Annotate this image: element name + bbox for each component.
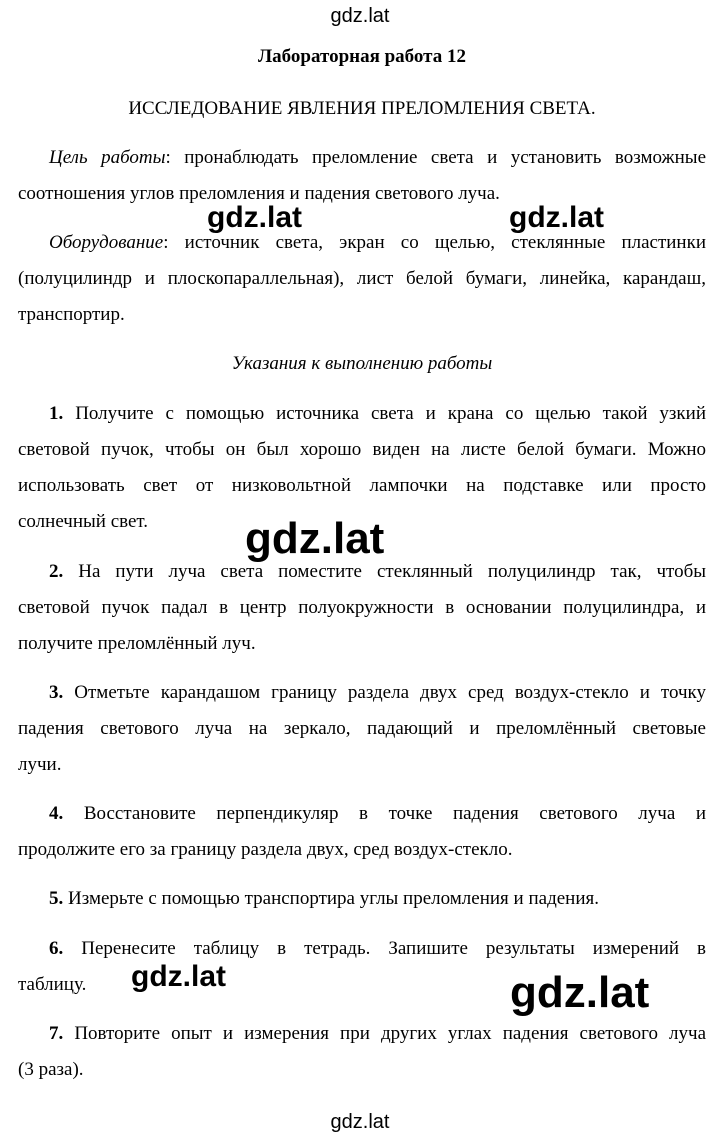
step-1-line-2: световой пучок, чтобы он был хорошо виден на листе белой бумаги. Можно: [18, 439, 706, 460]
step-2-text-1: На пути луча света поместите стеклянный полуцилиндр так, чтобы: [78, 561, 707, 582]
watermark-overlay-2: gdz.lat: [509, 201, 604, 234]
goal-label: Цель работы: [49, 147, 166, 168]
step-7-number: 7.: [49, 1023, 64, 1044]
equipment-line-3: транспортир.: [18, 304, 125, 325]
step-2-number: 2.: [49, 561, 64, 582]
page-subtitle: ИССЛЕДОВАНИЕ ЯВЛЕНИЯ ПРЕЛОМЛЕНИЯ СВЕТА.: [128, 98, 596, 119]
step-2-line-2: световой пучок падал в центр полуокружности в основании полуцилиндра, и: [18, 597, 706, 618]
step-2-line-1: [18, 562, 706, 581]
instructions-heading: Указания к выполнению работы: [231, 353, 493, 374]
equipment-label: Оборудование: [49, 232, 164, 253]
page-title: Лабораторная работа 12: [258, 46, 466, 67]
goal-line-1: [18, 148, 706, 167]
step-1-line-3: использовать свет от низковольтной лампочки на подставке или просто: [18, 475, 706, 496]
step-3-number: 3.: [49, 682, 64, 703]
watermark-top: gdz.lat: [330, 5, 390, 27]
step-5-number: 5.: [49, 888, 64, 909]
step-1-line-4: солнечный свет.: [18, 511, 149, 532]
step-1-text-1: Получите с помощью источника света и крана со щелью такой узкий: [75, 403, 706, 424]
goal-line-2: соотношения углов преломления и падения светового луча.: [18, 183, 500, 204]
step-4-line-2: продолжите его за границу раздела двух, сред воздух-стекло.: [18, 839, 513, 860]
step-4-number: 4.: [49, 803, 64, 824]
step-5-text-1: Измерьте с помощью транспортира углы преломления и падения.: [68, 888, 599, 909]
step-1-line-1: [18, 404, 706, 423]
step-7-line-1: [18, 1024, 706, 1043]
watermark-overlay-1: gdz.lat: [207, 201, 302, 234]
watermark-overlay-3: gdz.lat: [245, 514, 385, 563]
step-7-text-1: Повторите опыт и измерения при других углах падения светового луча: [74, 1023, 707, 1044]
watermark-overlay-5: gdz.lat: [510, 968, 650, 1017]
step-6-line-1: [18, 939, 706, 958]
step-1-number: 1.: [49, 403, 64, 424]
step-2-line-3: получите преломлённый луч.: [18, 633, 256, 654]
step-6-number: 6.: [49, 938, 64, 959]
equipment-text-1: : источник света, экран со щелью, стеклянные пластинки: [163, 232, 706, 253]
step-3-line-3: лучи.: [18, 754, 62, 775]
step-6-text-1: Перенесите таблицу в тетрадь. Запишите результаты измерений в: [81, 938, 707, 959]
step-3-line-2: падения светового луча на зеркало, падающий и преломлённый световые: [18, 718, 706, 739]
equipment-line-2: (полуцилиндр и плоскопараллельная), лист белой бумаги, линейка, карандаш,: [18, 268, 706, 289]
step-4-text-1: Восстановите перпендикуляр в точке падения светового луча и: [83, 803, 707, 824]
step-4-line-1: [18, 804, 706, 823]
watermark-bottom: gdz.lat: [330, 1111, 390, 1133]
step-3-line-1: [18, 683, 706, 702]
equipment-line-1: [18, 233, 706, 252]
step-3-text-1: Отметьте карандашом границу раздела двух сред воздух-стекло и точку: [74, 682, 707, 703]
step-5-line-1: [18, 889, 706, 908]
step-6-line-2: таблицу.: [18, 974, 87, 995]
watermark-overlay-4: gdz.lat: [131, 960, 226, 993]
goal-text-1: : пронаблюдать преломление света и установить возможные: [165, 147, 706, 168]
step-7-line-2: (3 раза).: [18, 1059, 84, 1080]
